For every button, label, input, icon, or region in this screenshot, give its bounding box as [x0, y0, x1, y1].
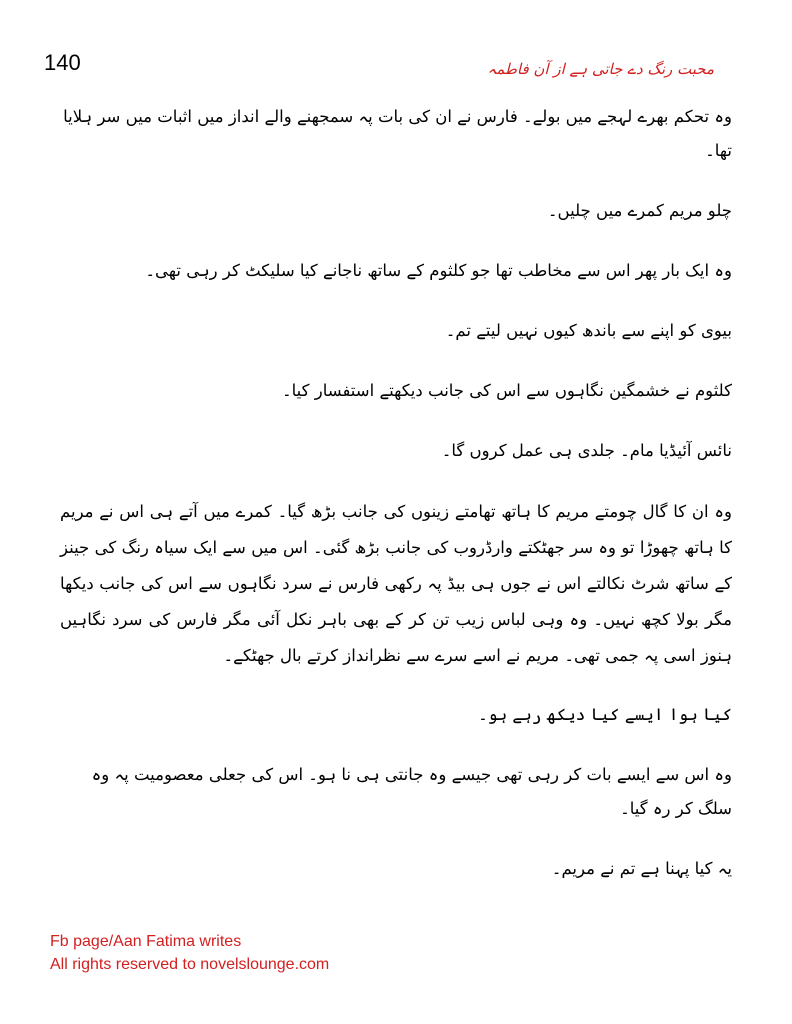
paragraph: بیوی کو اپنے سے باندھ کیوں نہیں لیتے تم۔ — [445, 321, 732, 340]
footer — [50, 930, 329, 976]
paragraph: وہ ایک بار پھر اس سے مخاطب تھا جو کلثوم کے ساتھ ناجانے کیا سلیکٹ کر رہی تھی۔ — [145, 261, 732, 280]
body-text — [60, 100, 732, 912]
paragraph: وہ اس سے ایسے بات کر رہی تھی جیسے وہ جانتی ہی نا ہو۔ اس کی جعلی معصومیت پہ وہ سلگ کر رہ گیا۔ — [91, 765, 732, 818]
paragraph: وہ تحکم بھرے لہجے میں بولے۔ فارس نے ان کی بات پہ سمجھنے والے انداز میں اثبات میں سر ہلایا تھا۔ — [63, 107, 732, 160]
paragraph: کلثوم نے خشمگین نگاہوں سے اس کی جانب دیکھتے استفسار کیا۔ — [281, 381, 732, 400]
paragraph: کیا ہوا ایسے کیا دیکھ رہے ہو۔ — [478, 705, 732, 724]
header-title: محبت رنگ دے جاتی ہے از آن فاطمہ — [487, 60, 714, 78]
paragraph: چلو مریم کمرے میں چلیں۔ — [547, 201, 732, 220]
paragraph: نائس آئیڈیا مام۔ جلدی ہی عمل کروں گا۔ — [441, 441, 732, 460]
footer-line-rights: All rights reserved to novelslounge.com — [50, 956, 330, 973]
paragraph: وہ ان کا گال چومتے مریم کا ہاتھ تھامتے زینوں کی جانب بڑھ گیا۔ کمرے میں آتے ہی اس نے مریم کا ہاتھ چھوڑا تو وہ سر جھٹکتے وارڈروب کی جانب بڑھ گئی۔ اس میں سے ایک سیاہ رنگ کی جینز کے ساتھ شرٹ نکالتے اس نے جوں ہی بیڈ پہ رکھی فارس نے سرد نگاہوں سے اس کی جانب دیکھا مگر بولا کچھ نہیں۔ وہ وہی لباس زیب تن کر کے بھی باہر نکل آئی مگر فارس کی سرد نگاہیں ہنوز اسی پہ جمی تھی۔ مریم نے اسے سرے سے نظرانداز کرتے بال جھٹکے۔ — [60, 502, 732, 665]
footer-line-fb-page: Fb page/Aan Fatima writes — [50, 933, 242, 950]
page-number: 140 — [44, 50, 81, 75]
paragraph: یہ کیا پہنا ہے تم نے مریم۔ — [551, 859, 732, 878]
